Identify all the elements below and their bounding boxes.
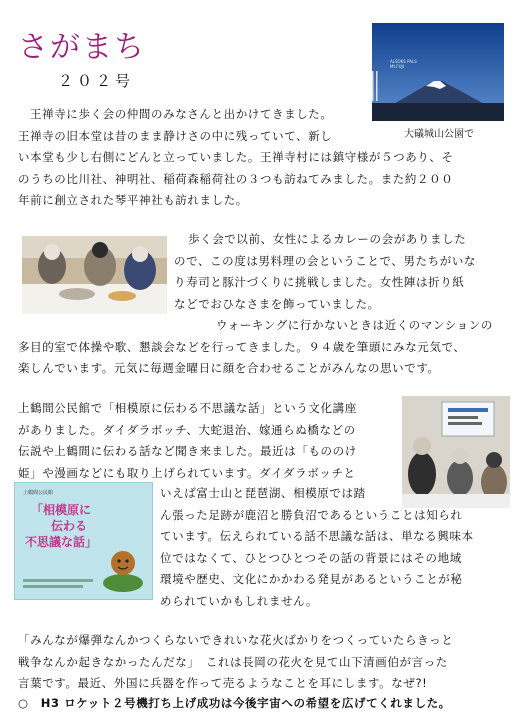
rocket-note: ○ H3 ロケット２号機打ち上げ成功は今後宇宙への希望を広げてくれました。 <box>18 696 451 710</box>
daidarabotchi-illustration <box>99 543 147 593</box>
paragraph-6 <box>18 630 513 695</box>
paragraph-4 <box>18 398 408 484</box>
text-line: がありました。ダイダラボッチ、大蛇退治、嫁通らぬ橋などの <box>18 422 356 437</box>
poster-detail-line <box>23 579 93 582</box>
poster-title-2: 伝わる <box>51 519 88 533</box>
paragraph-2 <box>174 229 510 315</box>
text-line: 姫」や漫画などにも取り上げられています。ダイダラボッチと <box>18 465 356 480</box>
issue-number: ２０２号 <box>58 72 135 90</box>
text-line: ので、この度は男料理の会ということで、男たちがいな <box>174 253 477 268</box>
text-line: ています。伝えられている話不思議な話は、単なる興味本 <box>160 529 474 543</box>
paragraph-1 <box>18 104 508 212</box>
mountain-sign-text: ALSOKS PALS Mt.FUJI <box>390 59 417 69</box>
text-line: 言葉です。最近、外国に兵器を作って売るようなことを耳にします。なぜ?! <box>18 676 428 690</box>
paragraph-3 <box>18 315 513 380</box>
text-line: 環境や歴史、文化にかかわる発見があるということが秘 <box>160 572 463 586</box>
poster-title-3: 不思議な話」 <box>25 535 98 549</box>
text-line: り寿司と豚汁づくりに挑戦しました。女性陣は折り紙 <box>174 275 465 289</box>
mountain-photo-caption: 大礒城山公園で <box>404 129 474 140</box>
text-line: い本堂も少し右側にどんと立っていました。王禅寺村には鎮守様が５つあり、そ <box>18 150 454 164</box>
text-line: 王禅寺の旧本堂は昔のまま静けさの中に残っていて、新し <box>18 128 333 143</box>
lecture-poster <box>14 482 153 600</box>
text-line: められていかもしれません。 <box>160 593 318 608</box>
text-line: 「みんなが爆弾なんかつくらないできれいな花火ばかりをつくっていたらきっと <box>18 633 454 647</box>
cooking-class-photo <box>22 236 167 314</box>
text-line: 位ではなくて、ひとつひとつその話の背景にはその地域 <box>160 550 462 565</box>
text-line: 王禅寺に歩く会の仲間のみなさんと出かけてきました。 <box>30 107 333 121</box>
text-line: いえば富士山と琵琶湖、相模原では踏 <box>160 486 366 500</box>
text-line: ウォーキングに行かないときは近くのマンションの <box>216 318 493 332</box>
paragraph-5 <box>160 483 512 612</box>
poster-venue: 上鶴間公民館 <box>23 490 54 496</box>
text-line: 年前に創立された琴平神社も訪れました。 <box>18 193 248 207</box>
newsletter-title: さがまち <box>18 30 146 65</box>
poster-title-1: 「相模原に <box>31 503 92 517</box>
text-line: 歩く会で以前、女性によるカレーの会がありました <box>188 232 467 246</box>
text-line: 伝説や上鶴間に伝わる話など聞き来ました。最近は「もののけ <box>18 444 357 458</box>
text-line: などでおひなさまを飾っていました。 <box>174 296 380 311</box>
cooking-image <box>22 236 167 314</box>
text-line: ん張った足跡が鹿沼と勝負沼であるということは知られ <box>160 507 463 522</box>
text-line: のうちの比川社、神明社、稲荷森稲荷社の３つも訪ねてみました。また約２００ <box>18 171 454 186</box>
text-line: 戦争なんか起きなかったんだな」 これは長岡の花火を見て山下清画伯が言った <box>18 654 448 669</box>
text-line: 上鶴間公民館で「相模原に伝わる不思議な話」という文化講座 <box>18 401 357 415</box>
poster-detail-line <box>23 585 83 588</box>
text-line: 多目的室で体操や歌、懇談会などを行ってきました。９４歳を筆頭にみな元気で、 <box>18 339 466 354</box>
text-line: 楽しんでいます。元気に毎週金曜日に顔を合わせることがみんなの思いです。 <box>18 361 440 375</box>
